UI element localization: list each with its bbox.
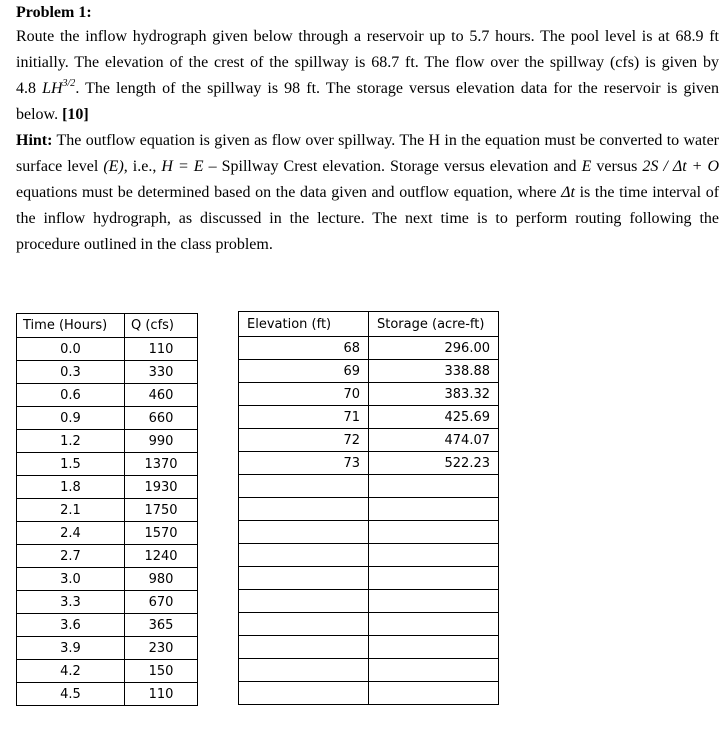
table-cell [239, 590, 369, 613]
table-row [17, 683, 198, 706]
table-cell: 71 [239, 406, 369, 429]
table-row [17, 522, 198, 545]
hint-minus: – Spillway Crest elevation. Storage versus elevation and [203, 158, 577, 175]
table-row [17, 568, 198, 591]
table-cell: 1.8 [17, 476, 125, 499]
table-row [17, 430, 198, 453]
table-cell [369, 613, 499, 636]
column-header: Elevation (ft) [239, 312, 369, 337]
table-cell [369, 636, 499, 659]
table-cell [239, 544, 369, 567]
table-cell [369, 590, 499, 613]
table-cell: 3.9 [17, 637, 125, 660]
table-cell [369, 567, 499, 590]
table-cell: 230 [125, 637, 198, 660]
table-cell: 69 [239, 360, 369, 383]
table-cell: 1240 [125, 545, 198, 568]
table-row [17, 384, 198, 407]
table-row [17, 453, 198, 476]
hint-part-1: The outflow equation is given as flow over spillway. The H in the equation must be converted to water surface level [16, 132, 719, 175]
table-cell: 110 [125, 683, 198, 706]
table-row [17, 660, 198, 683]
problem-statement [16, 24, 719, 258]
inflow-hydrograph-table [16, 313, 198, 706]
table-cell: 1.2 [17, 430, 125, 453]
table-cell: 1.5 [17, 453, 125, 476]
table-row [17, 614, 198, 637]
table-cell: 296.00 [369, 337, 499, 360]
table-cell: 670 [125, 591, 198, 614]
table-row [239, 337, 499, 360]
table-cell [239, 521, 369, 544]
table-cell: 150 [125, 660, 198, 683]
table-row [17, 637, 198, 660]
table-row [17, 499, 198, 522]
table-row [239, 406, 499, 429]
table-cell [369, 521, 499, 544]
table-row [239, 659, 499, 682]
column-header: Storage (acre-ft) [369, 312, 499, 337]
table-row [17, 338, 198, 361]
table-row [239, 590, 499, 613]
hint-expression: 2S / Δt + O [642, 158, 720, 175]
table-cell: 330 [125, 361, 198, 384]
table-cell: 4.2 [17, 660, 125, 683]
hint-e2-symbol: E [581, 158, 592, 175]
table-row [17, 545, 198, 568]
table-row [239, 544, 499, 567]
table-cell: 4.5 [17, 683, 125, 706]
table-cell [369, 544, 499, 567]
table-cell: 522.23 [369, 452, 499, 475]
table-row [239, 452, 499, 475]
table-cell: 1750 [125, 499, 198, 522]
table-row [239, 475, 499, 498]
table-cell: 3.6 [17, 614, 125, 637]
hint-equation: H = E [161, 158, 204, 175]
table-cell: 110 [125, 338, 198, 361]
table-cell [239, 659, 369, 682]
hint-part-2: equations must be determined based on the data given and outflow equation, where [16, 184, 557, 201]
table-cell: 425.69 [369, 406, 499, 429]
hint-versus: versus [596, 158, 638, 175]
table-cell [239, 613, 369, 636]
marks: [10] [62, 106, 89, 123]
table-row [239, 383, 499, 406]
table-row [17, 476, 198, 499]
table-header-row [239, 312, 499, 337]
table-cell: 2.7 [17, 545, 125, 568]
table-cell: 72 [239, 429, 369, 452]
table-cell: 338.88 [369, 360, 499, 383]
table-cell: 980 [125, 568, 198, 591]
flow-formula: $LH^{3/2}$ [42, 78, 76, 97]
table-cell: 460 [125, 384, 198, 407]
table-row [239, 613, 499, 636]
table-cell: 383.32 [369, 383, 499, 406]
table-row [17, 361, 198, 384]
table-cell: 2.1 [17, 499, 125, 522]
table-cell: 474.07 [369, 429, 499, 452]
table-row [17, 591, 198, 614]
table-cell: 1570 [125, 522, 198, 545]
table-cell: 70 [239, 383, 369, 406]
table-cell: 1930 [125, 476, 198, 499]
hint-ie: , i.e., [123, 158, 157, 175]
table-row [239, 360, 499, 383]
table-cell [239, 475, 369, 498]
table-row [239, 521, 499, 544]
table-row [239, 682, 499, 705]
table-row [239, 567, 499, 590]
table-cell: 0.9 [17, 407, 125, 430]
table-cell [369, 659, 499, 682]
table-header-row [17, 314, 198, 338]
table-row [239, 429, 499, 452]
table-cell [369, 498, 499, 521]
table-cell: 1370 [125, 453, 198, 476]
table-cell: 68 [239, 337, 369, 360]
table-cell [239, 682, 369, 705]
table-cell: 0.6 [17, 384, 125, 407]
table-cell [239, 567, 369, 590]
problem-document [16, 2, 719, 258]
table-cell [239, 498, 369, 521]
hint-dt-symbol: Δt [561, 184, 575, 201]
table-cell: 3.3 [17, 591, 125, 614]
statement-part-1: Route the inflow hydrograph given below through a reservoir up to 5.7 hours. The pool level is at 68.9 ft initially. The elevation of the crest of the spillway is 68.7 ft. The flow over the spillway (cfs) is given by 4.8 [16, 28, 719, 97]
table-cell: 365 [125, 614, 198, 637]
table-cell: 73 [239, 452, 369, 475]
table-cell: 3.0 [17, 568, 125, 591]
table-row [239, 498, 499, 521]
table-cell [369, 682, 499, 705]
table-row [239, 636, 499, 659]
table-cell: 990 [125, 430, 198, 453]
table-cell [369, 475, 499, 498]
hint-part-3: is the time interval of the inflow hydrograph, as discussed in the lecture. The next time is to perform routing following the procedure outlined in the class problem. [16, 184, 720, 253]
table-cell: 2.4 [17, 522, 125, 545]
hint-label: Hint: [16, 132, 53, 149]
table-cell [239, 636, 369, 659]
storage-elevation-table [238, 311, 499, 705]
table-cell: 0.3 [17, 361, 125, 384]
table-row [17, 407, 198, 430]
statement-part-2: . The length of the spillway is 98 ft. The storage versus elevation data for the reservoir is given below. [16, 80, 720, 123]
column-header: Time (Hours) [17, 314, 125, 338]
table-cell: 0.0 [17, 338, 125, 361]
table-cell: 660 [125, 407, 198, 430]
column-header: Q (cfs) [125, 314, 198, 338]
problem-title: Problem 1: [16, 4, 92, 21]
hint-e-symbol: (E) [103, 158, 124, 175]
